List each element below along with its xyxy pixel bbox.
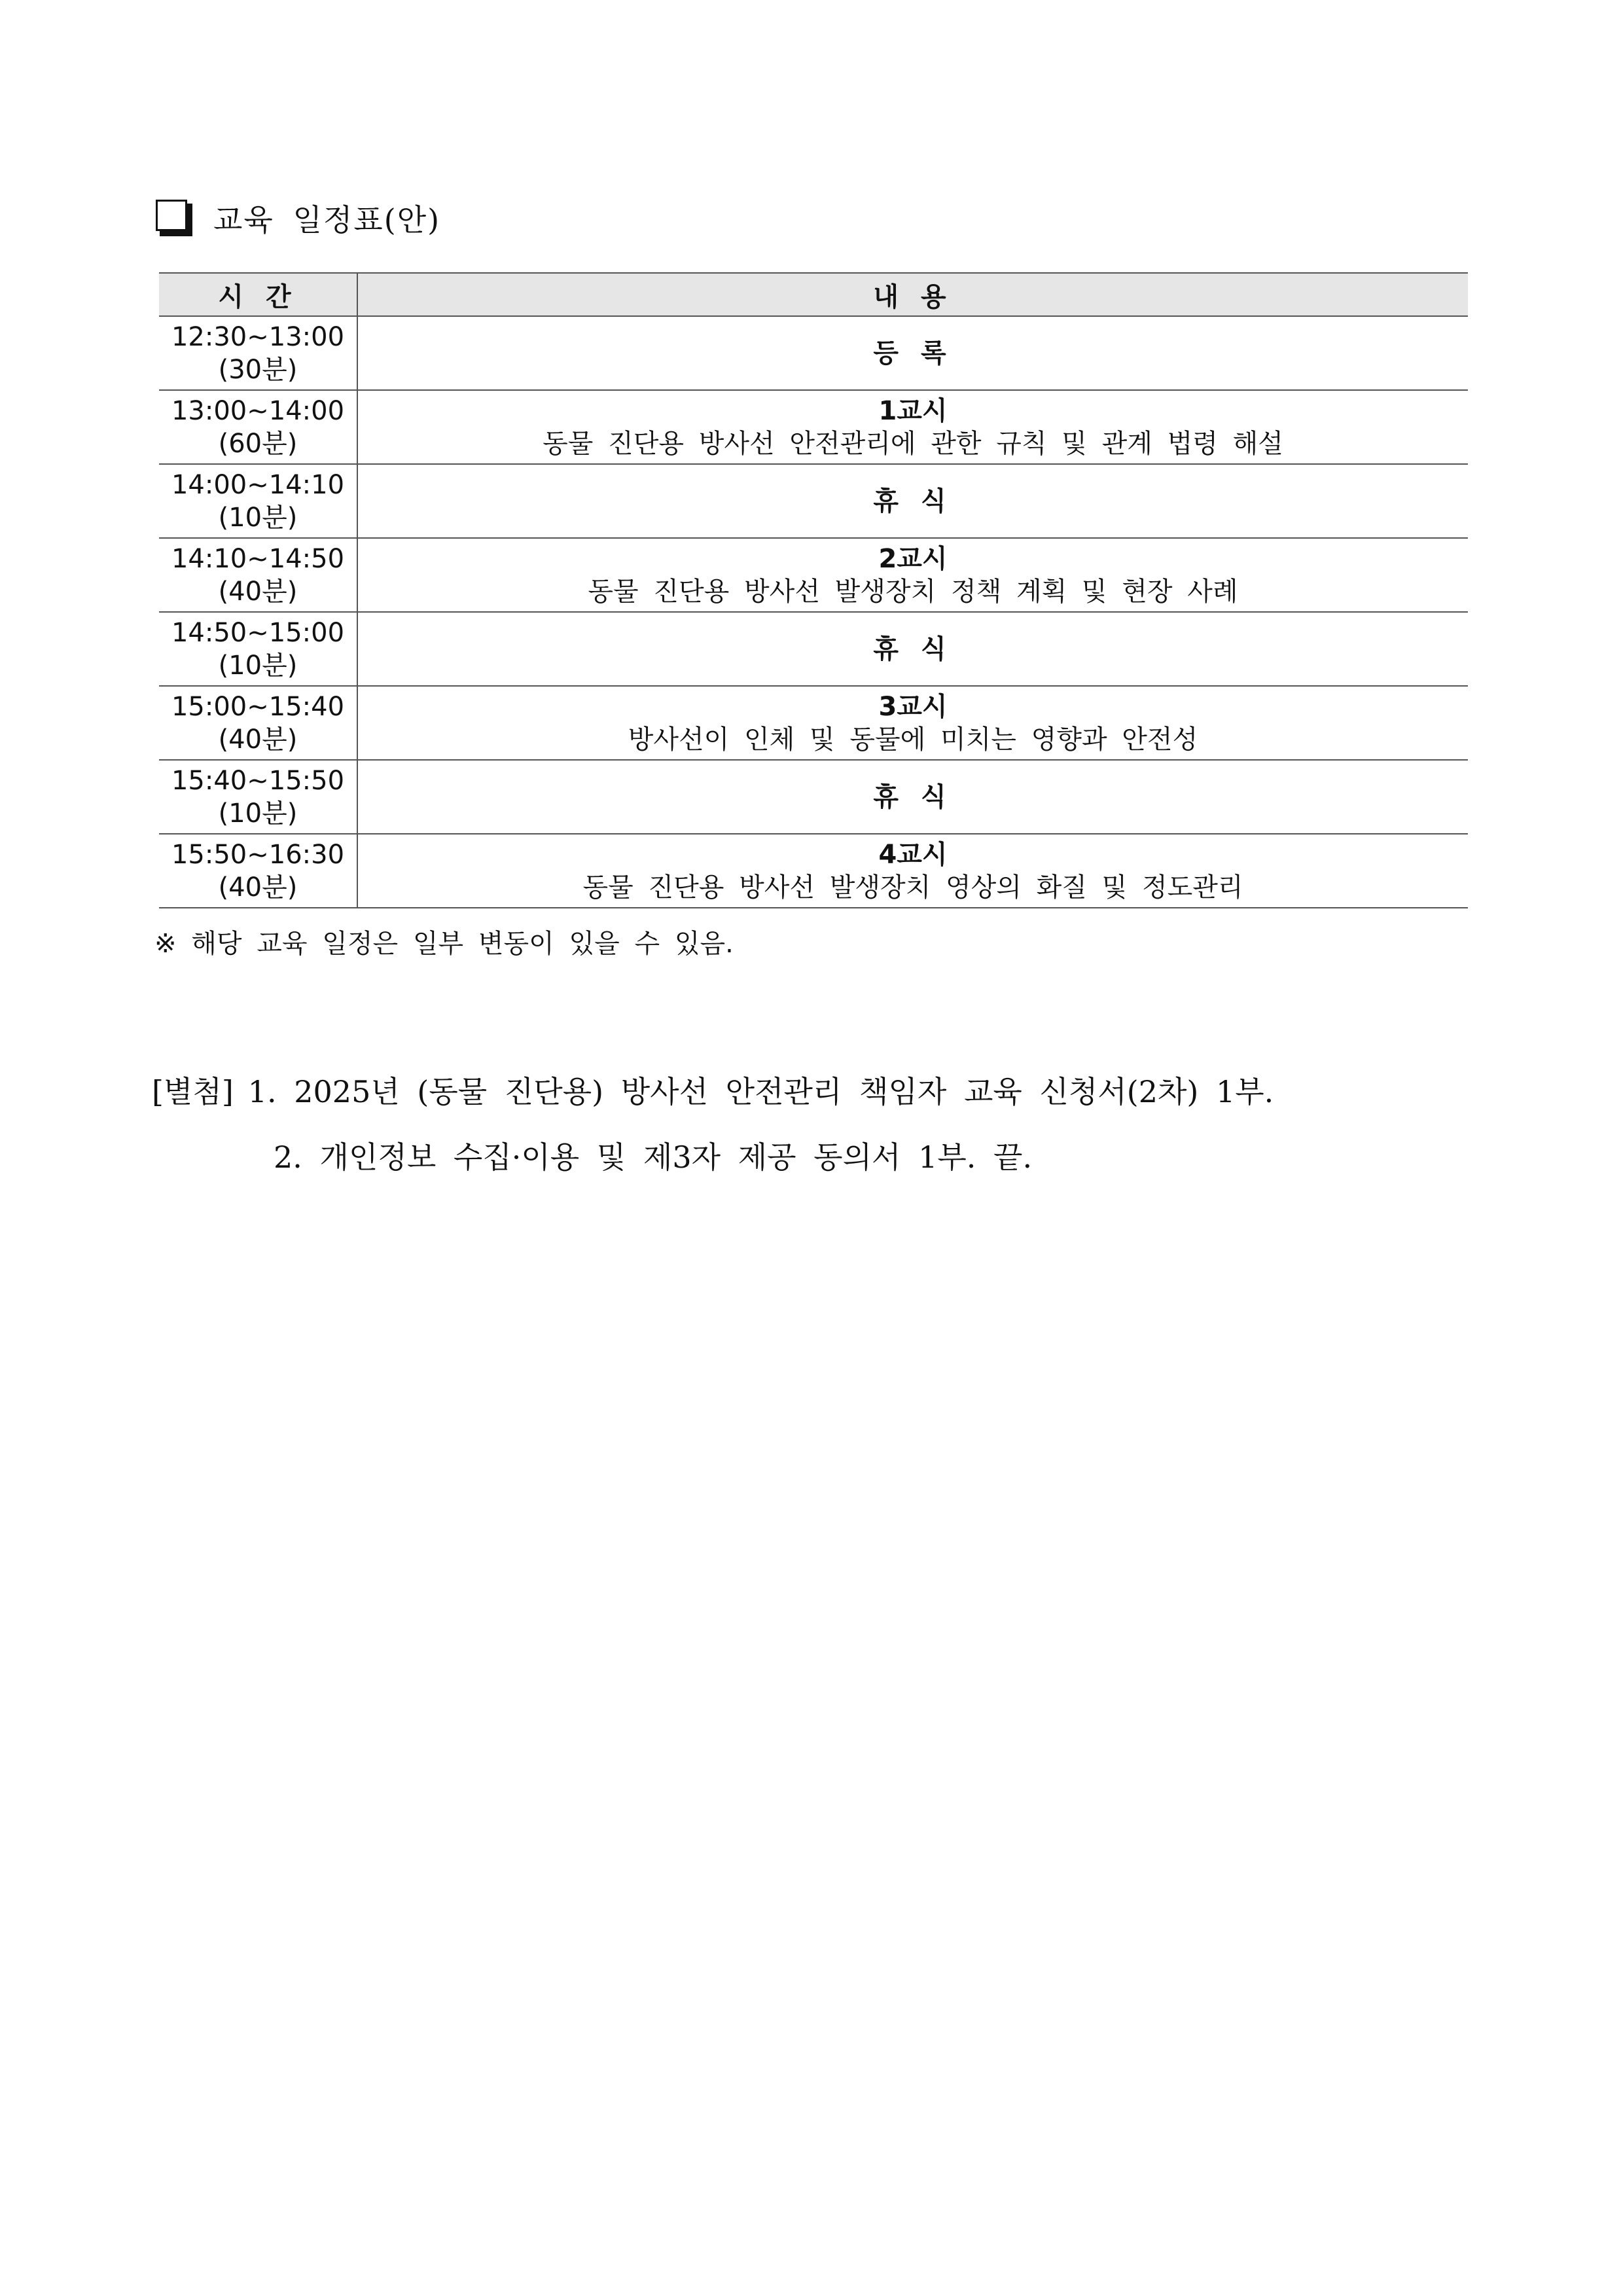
attachment-label: [별첨]	[152, 1074, 234, 1109]
attachment-line-2	[274, 1134, 1032, 1177]
table-row	[159, 760, 1468, 834]
duration: (10분)	[218, 502, 298, 533]
time-cell	[159, 760, 357, 834]
table-row	[159, 390, 1468, 464]
schedule-table	[159, 272, 1468, 908]
attachment-line-1	[152, 1068, 1274, 1111]
table-row	[159, 834, 1468, 908]
time-range: 14:10~14:50	[171, 543, 345, 574]
session-description: 동물 진단용 방사선 안전관리에 관한 규칙 및 관계 법령 해설	[543, 428, 1283, 459]
time-range: 15:40~15:50	[171, 765, 345, 796]
content-cell	[357, 464, 1468, 538]
header-content: 내 용	[357, 273, 1468, 316]
section-heading	[156, 195, 440, 241]
table-row	[159, 464, 1468, 538]
header-time: 시 간	[159, 273, 357, 316]
content-cell	[357, 686, 1468, 760]
time-range: 14:00~14:10	[171, 469, 345, 500]
break-label: 휴 식	[873, 781, 953, 812]
content-cell	[357, 538, 1468, 612]
duration: (60분)	[218, 428, 298, 459]
time-range: 13:00~14:00	[171, 395, 345, 426]
break-label: 휴 식	[873, 634, 953, 664]
time-range: 14:50~15:00	[171, 617, 345, 648]
schedule-note: ※ 해당 교육 일정은 일부 변동이 있을 수 있음.	[154, 929, 734, 959]
table-header-row	[159, 273, 1468, 316]
content-cell	[357, 760, 1468, 834]
content-cell	[357, 390, 1468, 464]
content-cell	[357, 834, 1468, 908]
time-cell	[159, 538, 357, 612]
time-cell	[159, 834, 357, 908]
session-label: 3교시	[878, 691, 948, 722]
session-description: 동물 진단용 방사선 발생장치 영상의 화질 및 정도관리	[582, 872, 1243, 903]
duration: (10분)	[218, 650, 298, 681]
registration-label: 등 록	[873, 338, 953, 368]
attachment-item: 1. 2025년 (동물 진단용) 방사선 안전관리 책임자 교육 신청서(2차) 1부.	[247, 1074, 1274, 1109]
session-label: 2교시	[878, 543, 948, 574]
table-row	[159, 316, 1468, 390]
session-description: 동물 진단용 방사선 발생장치 정책 계획 및 현장 사례	[588, 576, 1238, 607]
time-range: 15:00~15:40	[171, 691, 345, 722]
time-cell	[159, 612, 357, 686]
duration: (40분)	[218, 724, 298, 755]
table-row	[159, 686, 1468, 760]
attachment-item: 2. 개인정보 수집·이용 및 제3자 제공 동의서 1부. 끝.	[274, 1139, 1033, 1175]
table-row	[159, 612, 1468, 686]
time-range: 12:30~13:00	[171, 321, 345, 352]
session-label: 4교시	[878, 839, 948, 870]
section-title: 교육 일정표(안)	[213, 202, 441, 238]
table-row	[159, 538, 1468, 612]
duration: (30분)	[218, 354, 298, 385]
duration: (40분)	[218, 576, 298, 607]
session-label: 1교시	[878, 395, 948, 426]
time-cell	[159, 390, 357, 464]
content-cell	[357, 612, 1468, 686]
duration: (40분)	[218, 872, 298, 903]
time-cell	[159, 464, 357, 538]
time-cell	[159, 686, 357, 760]
time-range: 15:50~16:30	[171, 839, 345, 870]
checkbox-square-icon	[156, 200, 192, 236]
time-cell	[159, 316, 357, 390]
session-description: 방사선이 인체 및 동물에 미치는 영향과 안전성	[628, 724, 1198, 755]
content-cell	[357, 316, 1468, 390]
break-label: 휴 식	[873, 486, 953, 516]
duration: (10분)	[218, 798, 298, 829]
